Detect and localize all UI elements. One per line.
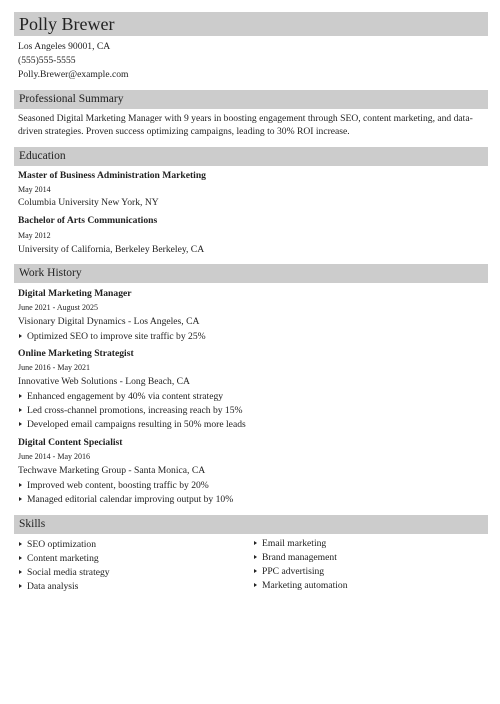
education-degree: Bachelor of Arts Communications — [18, 215, 158, 226]
skills-heading: Skills — [19, 518, 46, 530]
summary-text-line-1: Seasoned Digital Marketing Manager with 9 years in boosting engagement through SEO, content marketing, and data- — [18, 113, 473, 124]
bullet-icon — [19, 584, 22, 588]
job-dates: June 2016 - May 2021 — [18, 363, 90, 372]
job-title: Digital Marketing Manager — [18, 288, 132, 299]
summary-text-line-2: driven strategies. Proven success optimizing campaigns, leading to 30% ROI increase. — [18, 126, 350, 137]
bullet-icon — [19, 570, 22, 574]
job-dates: June 2021 - August 2025 — [18, 303, 98, 312]
summary-heading: Professional Summary — [19, 93, 124, 105]
bullet-icon — [254, 541, 257, 545]
bullet-icon — [254, 583, 257, 587]
job-bullet: Developed email campaigns resulting in 50% more leads — [19, 418, 246, 431]
education-school: University of California, Berkeley Berkeley, CA — [18, 244, 205, 255]
skill-item: PPC advertising — [254, 565, 324, 578]
skill-item: Content marketing — [19, 552, 99, 565]
education-date: May 2014 — [18, 185, 51, 194]
job-company: Techwave Marketing Group - Santa Monica, CA — [18, 465, 206, 476]
bullet-icon — [19, 497, 22, 501]
bullet-icon — [19, 483, 22, 487]
candidate-name: Polly Brewer — [19, 14, 115, 34]
education-heading-band — [14, 147, 488, 166]
bullet-icon — [254, 569, 257, 573]
email: Polly.Brewer@example.com — [18, 69, 129, 80]
skills-heading-band — [14, 515, 488, 534]
job-bullet: Led cross-channel promotions, increasing reach by 15% — [19, 404, 243, 417]
skill-item: Data analysis — [19, 580, 78, 593]
skill-item: Email marketing — [254, 537, 326, 550]
address: Los Angeles 90001, CA — [18, 41, 111, 52]
bullet-icon — [19, 334, 22, 338]
education-date: May 2012 — [18, 231, 51, 240]
skill-item: Brand management — [254, 551, 337, 564]
bullet-icon — [19, 556, 22, 560]
bullet-icon — [254, 555, 257, 559]
education-degree: Master of Business Administration Marketing — [18, 170, 206, 181]
job-bullet: Enhanced engagement by 40% via content strategy — [19, 390, 223, 403]
skill-item: Social media strategy — [19, 566, 110, 579]
name-header — [14, 12, 488, 36]
skill-item: Marketing automation — [254, 579, 348, 592]
education-heading: Education — [19, 150, 66, 162]
job-title: Digital Content Specialist — [18, 437, 123, 448]
phone: (555)555-5555 — [18, 55, 76, 66]
bullet-icon — [19, 542, 22, 546]
summary-heading-band — [14, 90, 488, 109]
education-school: Columbia University New York, NY — [18, 197, 159, 208]
bullet-icon — [19, 408, 22, 412]
bullet-icon — [19, 394, 22, 398]
work-heading-band — [14, 264, 488, 283]
job-bullet: Improved web content, boosting traffic by 20% — [19, 479, 209, 492]
job-company: Innovative Web Solutions - Long Beach, CA — [18, 376, 190, 387]
job-bullet: Optimized SEO to improve site traffic by 25% — [19, 330, 206, 343]
skill-item: SEO optimization — [19, 538, 96, 551]
job-title: Online Marketing Strategist — [18, 348, 134, 359]
job-company: Visionary Digital Dynamics - Los Angeles, CA — [18, 316, 200, 327]
job-bullet: Managed editorial calendar improving output by 10% — [19, 493, 233, 506]
bullet-icon — [19, 422, 22, 426]
work-heading: Work History — [19, 267, 82, 279]
job-dates: June 2014 - May 2016 — [18, 452, 90, 461]
